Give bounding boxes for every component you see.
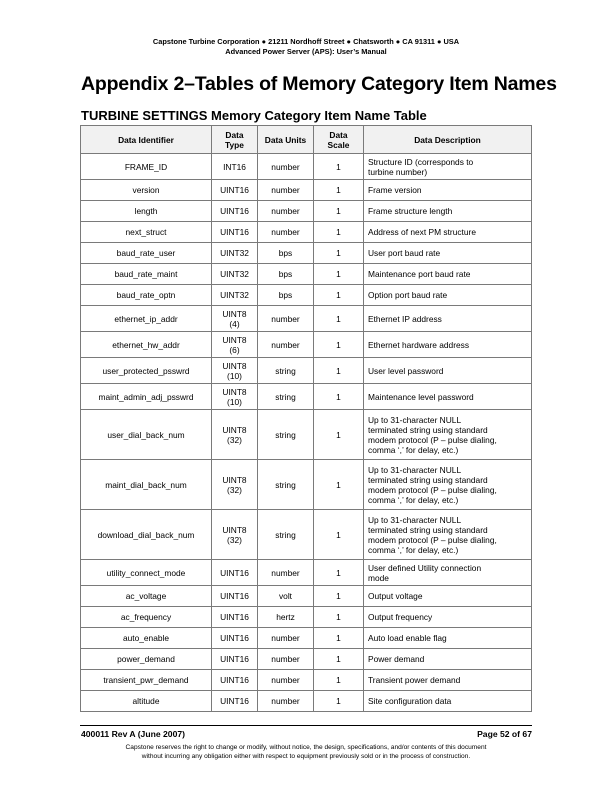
cell-description — [364, 201, 532, 222]
cell-description — [364, 264, 532, 285]
cell-scale-text: 1 — [336, 185, 341, 195]
cell-type — [212, 628, 258, 649]
cell-description — [364, 180, 532, 201]
cell-units-text: number — [271, 567, 300, 578]
table-header-row — [81, 126, 532, 154]
cell-type-text: UINT16 — [220, 185, 249, 195]
cell-units-text: number — [271, 696, 300, 706]
cell-scale — [314, 180, 364, 201]
cell-scale-text: 1 — [336, 206, 341, 216]
cell-type-text: UINT16 — [220, 567, 249, 578]
cell-type-text: (32) — [227, 434, 242, 445]
cell-identifier-text: baud_rate_user — [116, 248, 176, 258]
cell-scale-text: 1 — [336, 654, 341, 664]
cell-type-text: UINT16 — [220, 612, 249, 622]
cell-type-text: UINT16 — [220, 206, 249, 216]
cell-type-text: UINT8 — [222, 308, 247, 319]
cell-scale-text: 1 — [336, 429, 341, 440]
cell-identifier — [81, 586, 212, 607]
col-header-units: Data Units — [258, 126, 314, 154]
cell-scale — [314, 384, 364, 410]
cell-identifier-text: auto_enable — [122, 633, 170, 643]
table-row — [81, 410, 532, 460]
cell-scale — [314, 332, 364, 358]
cell-identifier — [81, 285, 212, 306]
cell-identifier-text: user_dial_back_num — [107, 429, 185, 440]
cell-scale-text: 1 — [336, 290, 341, 300]
cell-description — [364, 560, 532, 586]
cell-units — [258, 243, 314, 264]
cell-scale-text: 1 — [336, 591, 341, 601]
cell-type-text: UINT8 — [222, 474, 247, 485]
cell-units — [258, 560, 314, 586]
cell-description-text: Ethernet IP address — [368, 313, 442, 324]
cell-units — [258, 264, 314, 285]
document-revision: 400011 Rev A (June 2007) — [81, 729, 185, 739]
cell-identifier — [81, 384, 212, 410]
cell-description — [364, 332, 532, 358]
cell-type-text: (10) — [227, 370, 242, 381]
cell-type-text: UINT8 — [222, 386, 247, 397]
cell-units — [258, 460, 314, 510]
cell-scale-text: 1 — [336, 567, 341, 578]
cell-units — [258, 510, 314, 560]
cell-identifier-text: transient_pwr_demand — [103, 675, 189, 685]
cell-scale — [314, 285, 364, 306]
cell-identifier — [81, 670, 212, 691]
cell-description — [364, 586, 532, 607]
table-title: TURBINE SETTINGS Memory Category Item Name Table — [81, 108, 427, 123]
cell-identifier — [81, 691, 212, 712]
table-row — [81, 649, 532, 670]
cell-units-text: string — [275, 479, 296, 490]
cell-description-text: Up to 31-character NULL — [368, 464, 462, 475]
table-row — [81, 201, 532, 222]
cell-type — [212, 384, 258, 410]
cell-units — [258, 358, 314, 384]
cell-units — [258, 649, 314, 670]
cell-identifier — [81, 628, 212, 649]
cell-type — [212, 332, 258, 358]
cell-description — [364, 154, 532, 180]
cell-description-text: Up to 31-character NULL — [368, 414, 462, 425]
table-row — [81, 460, 532, 510]
cell-type-text: (6) — [229, 344, 240, 355]
cell-units-text: number — [271, 185, 300, 195]
cell-identifier-text: download_dial_back_num — [97, 529, 195, 540]
cell-units-text: number — [271, 227, 300, 237]
table-row — [81, 670, 532, 691]
disclaimer-line2: without incurring any obligation either with respect to equipment previously sold or in the process of construction. — [141, 753, 471, 760]
cell-identifier-text: length — [134, 206, 158, 216]
cell-type-text: UINT32 — [220, 269, 249, 279]
cell-description-text: Maintenance level password — [368, 391, 474, 402]
table-row — [81, 264, 532, 285]
cell-identifier-text: power_demand — [117, 654, 175, 664]
cell-identifier — [81, 607, 212, 628]
cell-identifier-text: baud_rate_optn — [116, 290, 176, 300]
cell-description — [364, 607, 532, 628]
cell-description-text: Option port baud rate — [368, 290, 448, 300]
cell-type-text: UINT8 — [222, 334, 247, 345]
cell-identifier-text: baud_rate_maint — [114, 269, 178, 279]
cell-type — [212, 285, 258, 306]
cell-identifier — [81, 306, 212, 332]
memory-category-table — [80, 125, 532, 712]
cell-scale-text: 1 — [336, 696, 341, 706]
table-row — [81, 332, 532, 358]
cell-identifier-text: ethernet_hw_addr — [112, 339, 180, 350]
cell-identifier-text: maint_admin_adj_psswrd — [98, 391, 194, 402]
cell-type — [212, 154, 258, 180]
table-row — [81, 243, 532, 264]
cell-identifier — [81, 222, 212, 243]
cell-type-text: (4) — [229, 318, 240, 329]
cell-description-text: Ethernet hardware address — [368, 339, 470, 350]
col-header-description: Data Description — [364, 126, 532, 154]
cell-scale-text: 1 — [336, 391, 341, 402]
table-row — [81, 607, 532, 628]
cell-units-text: bps — [278, 269, 293, 279]
table-row — [81, 586, 532, 607]
cell-type — [212, 510, 258, 560]
cell-identifier-text: user_protected_psswrd — [102, 365, 190, 376]
cell-scale-text: 1 — [336, 612, 341, 622]
disclaimer — [0, 743, 612, 761]
cell-scale — [314, 358, 364, 384]
cell-description-text: terminated string using standard — [368, 474, 488, 485]
cell-identifier — [81, 510, 212, 560]
cell-type — [212, 264, 258, 285]
cell-type-text: UINT16 — [220, 633, 249, 643]
cell-description-text: Transient power demand — [368, 675, 461, 685]
cell-type — [212, 306, 258, 332]
cell-units — [258, 384, 314, 410]
cell-scale — [314, 607, 364, 628]
cell-identifier — [81, 264, 212, 285]
cell-type — [212, 243, 258, 264]
cell-units-text: number — [271, 675, 300, 685]
cell-units — [258, 306, 314, 332]
cell-description-text: Output voltage — [368, 591, 423, 601]
cell-type — [212, 201, 258, 222]
cell-units-text: string — [275, 529, 296, 540]
cell-description — [364, 306, 532, 332]
cell-type — [212, 180, 258, 201]
cell-scale — [314, 586, 364, 607]
col-header-type — [212, 126, 258, 154]
cell-identifier-text: version — [132, 185, 160, 195]
cell-description-text: comma ‘,’ for delay, etc.) — [368, 494, 459, 505]
col-header-scale-line2: Scale — [327, 139, 350, 150]
cell-identifier — [81, 180, 212, 201]
cell-type — [212, 607, 258, 628]
col-header-type-line1: Data — [225, 129, 244, 140]
cell-units-text: string — [275, 391, 296, 402]
cell-identifier — [81, 460, 212, 510]
disclaimer-line1: Capstone reserves the right to change or modify, without notice, the design, specifications, and/or contents of this document — [125, 744, 487, 751]
table-row — [81, 306, 532, 332]
cell-identifier — [81, 410, 212, 460]
cell-description — [364, 510, 532, 560]
cell-identifier-text: ac_voltage — [125, 591, 167, 601]
header-company-line: Capstone Turbine Corporation ● 21211 Nordhoff Street ● Chatsworth ● CA 91311 ● USA — [152, 37, 460, 46]
col-header-identifier: Data Identifier — [81, 126, 212, 154]
cell-scale — [314, 306, 364, 332]
table-row — [81, 691, 532, 712]
cell-scale-text: 1 — [336, 161, 341, 172]
table-body — [81, 154, 532, 712]
cell-description-text: comma ‘,’ for delay, etc.) — [368, 544, 459, 555]
cell-type — [212, 222, 258, 243]
cell-units-text: number — [271, 654, 300, 664]
cell-scale — [314, 510, 364, 560]
cell-scale-text: 1 — [336, 227, 341, 237]
cell-description-text: Frame version — [368, 185, 422, 195]
cell-description-text: terminated string using standard — [368, 524, 488, 535]
cell-type-text: UINT32 — [220, 248, 249, 258]
table-row — [81, 180, 532, 201]
cell-type-text: UINT8 — [222, 424, 247, 435]
cell-description — [364, 358, 532, 384]
cell-units-text: string — [275, 429, 296, 440]
table-row — [81, 358, 532, 384]
cell-type — [212, 358, 258, 384]
cell-description-text: turbine number) — [368, 166, 428, 177]
cell-scale — [314, 410, 364, 460]
cell-description-text: Power demand — [368, 654, 425, 664]
cell-units — [258, 180, 314, 201]
cell-units — [258, 332, 314, 358]
cell-type — [212, 560, 258, 586]
cell-units-text: number — [271, 161, 300, 172]
cell-type-text: INT16 — [223, 161, 246, 172]
cell-units — [258, 201, 314, 222]
cell-description — [364, 243, 532, 264]
cell-description-text: User defined Utility connection — [368, 562, 482, 573]
cell-type — [212, 410, 258, 460]
cell-units — [258, 691, 314, 712]
cell-scale-text: 1 — [336, 313, 341, 324]
cell-type-text: UINT16 — [220, 675, 249, 685]
cell-description — [364, 691, 532, 712]
table-row — [81, 285, 532, 306]
cell-identifier — [81, 332, 212, 358]
cell-scale — [314, 243, 364, 264]
cell-identifier — [81, 154, 212, 180]
running-header — [0, 37, 612, 57]
cell-type — [212, 649, 258, 670]
cell-description-text: Output frequency — [368, 612, 433, 622]
cell-description — [364, 384, 532, 410]
cell-type-text: UINT16 — [220, 654, 249, 664]
cell-units-text: number — [271, 206, 300, 216]
cell-description — [364, 670, 532, 691]
cell-type-text: UINT32 — [220, 290, 249, 300]
cell-description-text: modem protocol (P – pulse dialing, — [368, 434, 497, 445]
cell-identifier — [81, 358, 212, 384]
cell-type-text: UINT8 — [222, 524, 247, 535]
col-header-type-line2: Type — [225, 139, 244, 150]
table-row — [81, 510, 532, 560]
cell-description-text: Auto load enable flag — [368, 633, 447, 643]
cell-description-text: User port baud rate — [368, 248, 441, 258]
cell-description-text: User level password — [368, 365, 444, 376]
cell-scale — [314, 201, 364, 222]
cell-units-text: hertz — [276, 612, 295, 622]
table-row — [81, 628, 532, 649]
cell-units-text: number — [271, 313, 300, 324]
cell-description-text: Frame structure length — [368, 206, 453, 216]
cell-units — [258, 670, 314, 691]
cell-type — [212, 670, 258, 691]
cell-type — [212, 586, 258, 607]
cell-units-text: volt — [278, 591, 293, 601]
cell-scale — [314, 691, 364, 712]
cell-scale-text: 1 — [336, 339, 341, 350]
cell-type-text: UINT16 — [220, 227, 249, 237]
cell-units — [258, 607, 314, 628]
cell-identifier — [81, 243, 212, 264]
cell-type-text: UINT16 — [220, 591, 249, 601]
cell-units — [258, 628, 314, 649]
cell-identifier-text: ac_frequency — [120, 612, 172, 622]
table-row — [81, 560, 532, 586]
cell-description-text: Maintenance port baud rate — [368, 269, 471, 279]
cell-description — [364, 460, 532, 510]
cell-scale — [314, 222, 364, 243]
cell-identifier-text: FRAME_ID — [124, 161, 168, 172]
cell-scale — [314, 670, 364, 691]
cell-units — [258, 410, 314, 460]
cell-scale-text: 1 — [336, 269, 341, 279]
cell-identifier-text: utility_connect_mode — [106, 567, 186, 578]
cell-scale-text: 1 — [336, 529, 341, 540]
cell-type-text: (32) — [227, 484, 242, 495]
cell-description-text: Site configuration data — [368, 696, 452, 706]
cell-description-text: terminated string using standard — [368, 424, 488, 435]
cell-scale — [314, 264, 364, 285]
cell-identifier-text: altitude — [132, 696, 160, 706]
cell-identifier-text: ethernet_ip_addr — [114, 313, 178, 324]
cell-units-text: bps — [278, 290, 293, 300]
cell-description — [364, 222, 532, 243]
cell-scale-text: 1 — [336, 365, 341, 376]
cell-units-text: number — [271, 339, 300, 350]
table-row — [81, 384, 532, 410]
table-row — [81, 222, 532, 243]
cell-scale — [314, 154, 364, 180]
col-header-scale — [314, 126, 364, 154]
cell-description-text: mode — [368, 572, 389, 583]
cell-units-text: bps — [278, 248, 293, 258]
cell-identifier — [81, 649, 212, 670]
cell-type-text: UINT16 — [220, 696, 249, 706]
cell-scale-text: 1 — [336, 479, 341, 490]
cell-description — [364, 628, 532, 649]
cell-description-text: modem protocol (P – pulse dialing, — [368, 534, 497, 545]
cell-type-text: UINT8 — [222, 360, 247, 371]
cell-description-text: Structure ID (corresponds to — [368, 156, 474, 167]
cell-type — [212, 460, 258, 510]
cell-units — [258, 586, 314, 607]
cell-description — [364, 649, 532, 670]
cell-type-text: (10) — [227, 396, 242, 407]
appendix-title: Appendix 2–Tables of Memory Category Item Names — [81, 73, 557, 95]
page-number: Page 52 of 67 — [477, 729, 532, 739]
cell-scale-text: 1 — [336, 675, 341, 685]
cell-description-text: Up to 31-character NULL — [368, 514, 462, 525]
cell-description-text: modem protocol (P – pulse dialing, — [368, 484, 497, 495]
cell-scale-text: 1 — [336, 248, 341, 258]
cell-scale — [314, 560, 364, 586]
cell-scale-text: 1 — [336, 633, 341, 643]
cell-identifier-text: maint_dial_back_num — [105, 479, 187, 490]
cell-units — [258, 222, 314, 243]
cell-scale — [314, 628, 364, 649]
cell-description-text: Address of next PM structure — [368, 227, 476, 237]
cell-type-text: (32) — [227, 534, 242, 545]
cell-scale — [314, 649, 364, 670]
col-header-scale-line1: Data — [329, 129, 348, 140]
cell-units — [258, 285, 314, 306]
cell-scale — [314, 460, 364, 510]
cell-units-text: string — [275, 365, 296, 376]
cell-description — [364, 410, 532, 460]
cell-type — [212, 691, 258, 712]
table-row — [81, 154, 532, 180]
header-manual-line: Advanced Power Server (APS): User’s Manual — [225, 47, 387, 56]
cell-description — [364, 285, 532, 306]
cell-identifier — [81, 560, 212, 586]
cell-identifier — [81, 201, 212, 222]
footer-rule — [80, 725, 532, 726]
cell-identifier-text: next_struct — [125, 227, 167, 237]
cell-description-text: comma ‘,’ for delay, etc.) — [368, 444, 459, 455]
cell-units — [258, 154, 314, 180]
cell-units-text: number — [271, 633, 300, 643]
